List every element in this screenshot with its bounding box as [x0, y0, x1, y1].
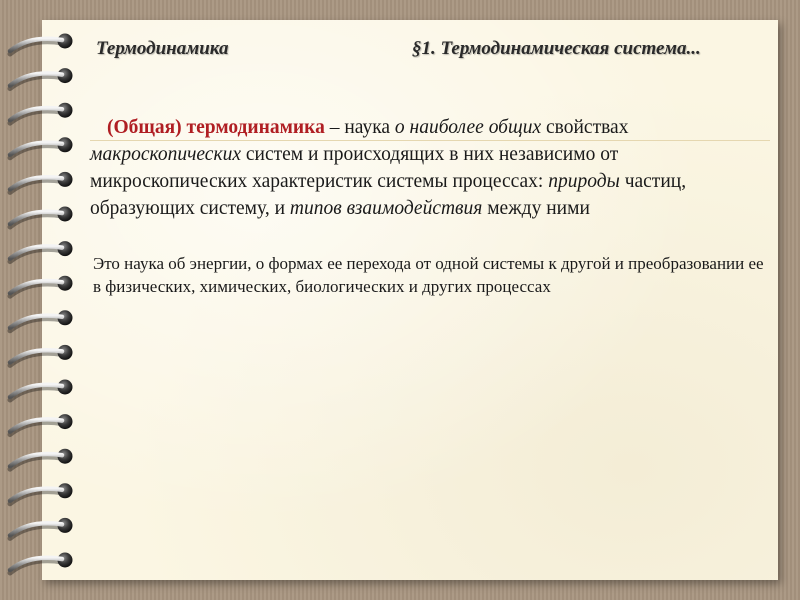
- spiral-binding: [0, 0, 90, 600]
- definition-term: (Общая) термодинамика: [107, 117, 325, 138]
- definition-text-2: свойствах: [541, 117, 629, 138]
- spiral-ring: [10, 68, 73, 89]
- definition-italic-1: о наиболее общих: [394, 117, 542, 138]
- spiral-ring: [10, 553, 73, 574]
- energy-paragraph: Это наука об энергии, о формах ее перехода от одной системы к другой и преобразовании ее в физических, химических, биологических и других процессах: [93, 254, 764, 296]
- definition-italic-2: макроскопических: [90, 144, 241, 165]
- spiral-ring: [10, 137, 73, 158]
- definition-italic-3: природы: [548, 171, 620, 192]
- spiral-ring: [10, 103, 73, 124]
- definition-italic-4: типов взаимодействия: [289, 198, 483, 219]
- definition-text-3: систем и происходящих в них независимо от микроскопических характеристик системы процессах:: [90, 144, 619, 192]
- spiral-ring: [10, 414, 73, 435]
- definition-text-1: – наука: [324, 117, 395, 138]
- spiral-ring: [10, 449, 73, 470]
- header-right-title: §1. Термодинамическая система...: [412, 38, 701, 59]
- definition-paragraph: [90, 114, 770, 222]
- spiral-ring: [10, 241, 73, 262]
- spiral-ring: [10, 207, 73, 228]
- spiral-ring: [10, 345, 73, 366]
- header-left-title: Термодинамика: [96, 38, 229, 59]
- spiral-ring: [10, 310, 73, 331]
- spiral-ring: [10, 380, 73, 401]
- definition-text-5: между ними: [482, 198, 590, 219]
- spiral-ring: [10, 518, 73, 539]
- spiral-ring: [10, 172, 73, 193]
- spiral-ring: [10, 34, 73, 55]
- spiral-ring: [10, 276, 73, 297]
- notebook-page: [42, 20, 778, 580]
- definition-text-4: частиц, образующих систему, и: [90, 171, 687, 219]
- spiral-ring: [10, 483, 73, 504]
